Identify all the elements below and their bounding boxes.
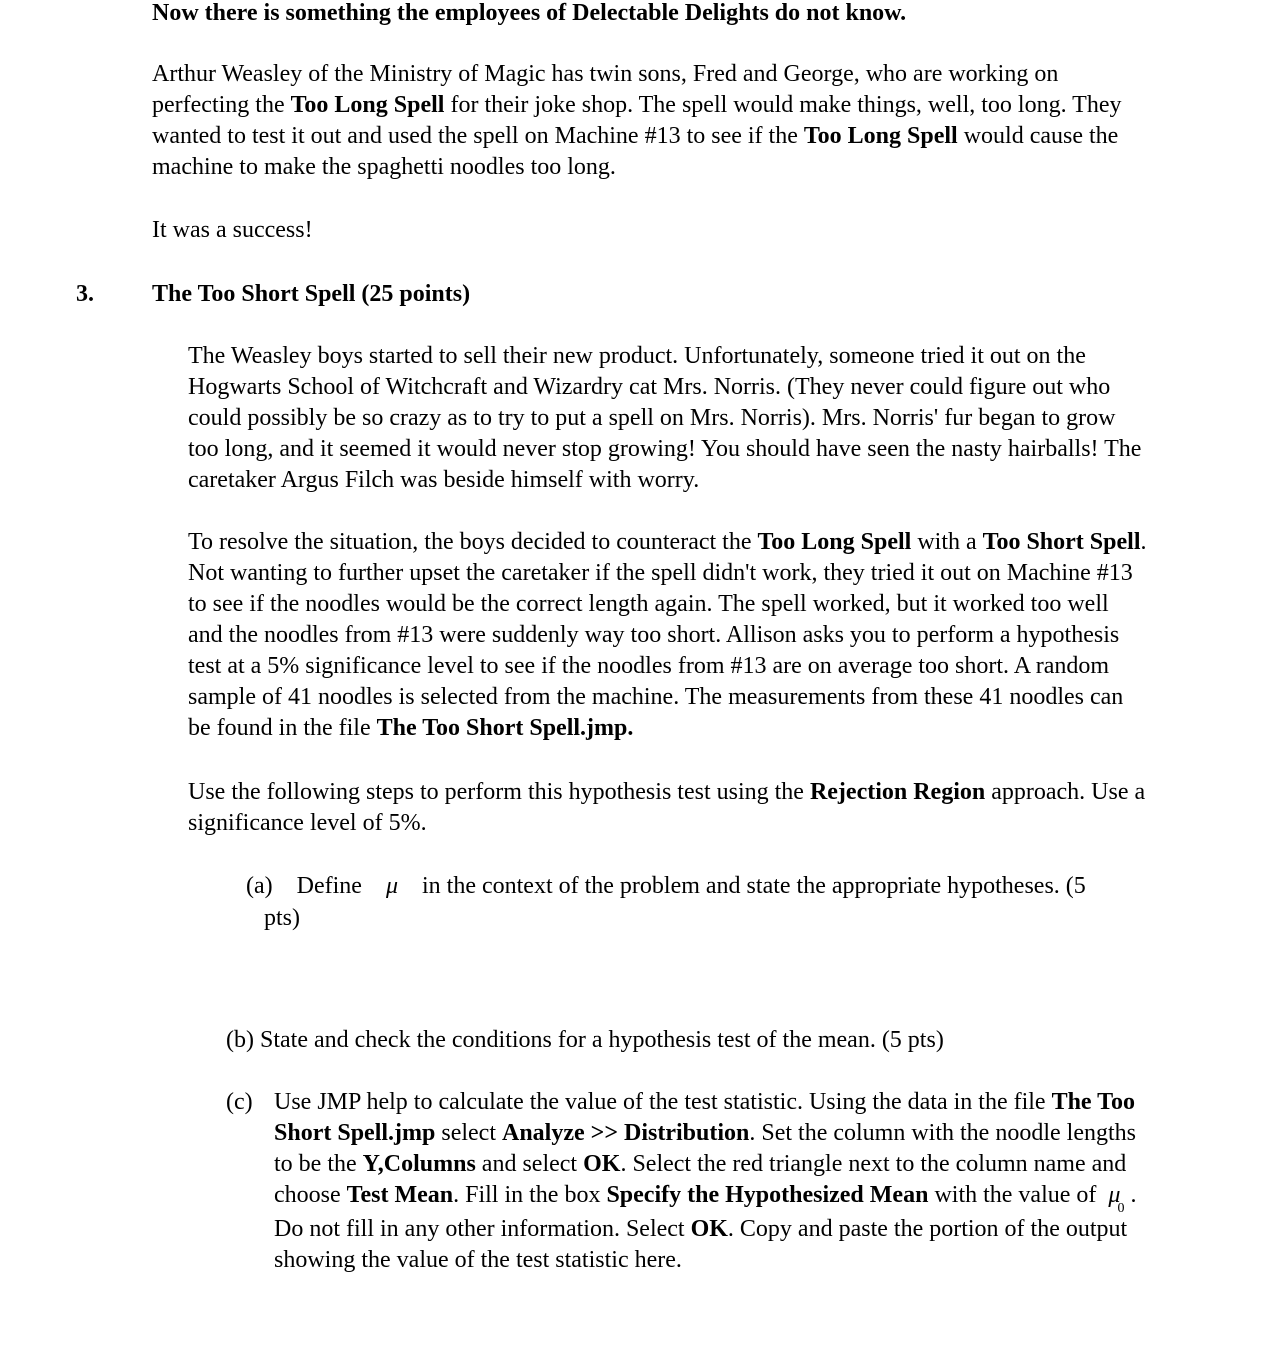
intro-paragraph — [152, 59, 1142, 183]
text-run: select — [435, 1120, 502, 1146]
text-run: would cause the machine to make the spaghetti noodles too long. — [152, 123, 1119, 180]
question-number: 3. — [76, 281, 94, 307]
text-run: and select — [475, 1151, 584, 1177]
mu-symbol: μ — [385, 873, 398, 899]
bold-spell-name: Too Long Spell — [757, 529, 912, 555]
bold-file-name: The Too Short Spell.jmp. — [376, 715, 634, 741]
text-run: To resolve the situation, the boys decided to counteract the — [188, 529, 758, 555]
question-title: The Too Short Spell (25 points) — [152, 281, 471, 307]
text-run: approach. Use a significance level of 5%. — [188, 779, 1146, 836]
bold-menu-path: Analyze >> Distribution — [502, 1120, 750, 1146]
question-paragraph-1: The Weasley boys started to sell their new product. Unfortunately, someone tried it out on the Hogwarts School of Witchcraft and Wizardry cat Mrs. Norris. (They never could figure out who could possibly be so crazy as to try to put a spell on Mrs. Norris). Mrs. Norris' fur began to grow too long, and it seemed it would never stop growing! You should have seen the nasty hairballs! The caretaker Argus Filch was beside himself with worry. — [188, 343, 1142, 493]
text-run: . Set the column with the noodle lengths to be the — [274, 1120, 1136, 1177]
part-label: (a) — [246, 873, 273, 899]
text-run: for their joke shop. The spell would make things, well, too long. They wanted to test it out and used the spell on Machine #13 to see if the — [152, 92, 1122, 149]
text-run: Define — [296, 873, 362, 899]
bold-ok-label: OK — [583, 1151, 621, 1177]
part-a-question — [246, 871, 1141, 902]
subscript-zero: 0 — [1117, 1201, 1125, 1216]
mu-symbol: μ — [1108, 1182, 1121, 1208]
part-a-continuation: pts) — [264, 905, 300, 931]
bold-box-name: Specify the Hypothesized Mean — [606, 1182, 929, 1208]
text-run: with the value of — [928, 1182, 1103, 1208]
bold-field-name: Y,Columns — [362, 1151, 476, 1177]
text-run: with a — [911, 529, 983, 555]
text-run: Use the following steps to perform this hypothesis test using the — [188, 779, 810, 805]
bold-file-name: The Too Short Spell.jmp — [274, 1089, 1135, 1146]
question-paragraph-3 — [188, 777, 1148, 839]
text-run: . Not wanting to further upset the caretaker if the spell didn't work, they tried it out on Machine #13 to see if the noodles would be the correct length again. The spell worked, but it worked too well and the noodles from #13 were suddenly way too short. Allison asks you to perform a hypothesis test at a 5% significance level to see if the noodles from #13 are on average too short. A random sample of 41 noodles is selected from the machine. The measurements from these 41 noodles can be found in the file — [188, 529, 1147, 741]
text-run: . Copy and paste the portion of the output showing the value of the test statistic here. — [274, 1216, 1128, 1273]
part-c-question — [274, 1087, 1144, 1276]
bold-spell-name: Too Short Spell — [982, 529, 1141, 555]
question-paragraph-2 — [188, 527, 1148, 744]
text-run: Use JMP help to calculate the value of the test statistic. Using the data in the file — [274, 1089, 1052, 1115]
part-c-label: (c) — [226, 1089, 253, 1115]
part-b-question: (b) State and check the conditions for a hypothesis test of the mean. (5 pts) — [226, 1027, 944, 1053]
intro-heading: Now there is something the employees of Delectable Delights do not know. — [152, 0, 907, 26]
bold-ok-label: OK — [690, 1216, 728, 1242]
bold-approach-name: Rejection Region — [809, 779, 986, 805]
bold-option-name: Test Mean — [346, 1182, 454, 1208]
bold-spell-name: Too Long Spell — [290, 92, 445, 118]
text-run: Arthur Weasley of the Ministry of Magic has twin sons, Fred and George, who are working on perfecting the — [152, 61, 1059, 118]
success-line: It was a success! — [152, 217, 313, 243]
bold-spell-name: Too Long Spell — [803, 123, 958, 149]
text-run: . Select the red triangle next to the column name and choose — [274, 1151, 1127, 1208]
text-run: in the context of the problem and state the appropriate hypotheses. (5 — [421, 873, 1086, 899]
text-run: . Fill in the box — [453, 1182, 607, 1208]
text-run: . Do not fill in any other information. Select — [274, 1182, 1137, 1242]
